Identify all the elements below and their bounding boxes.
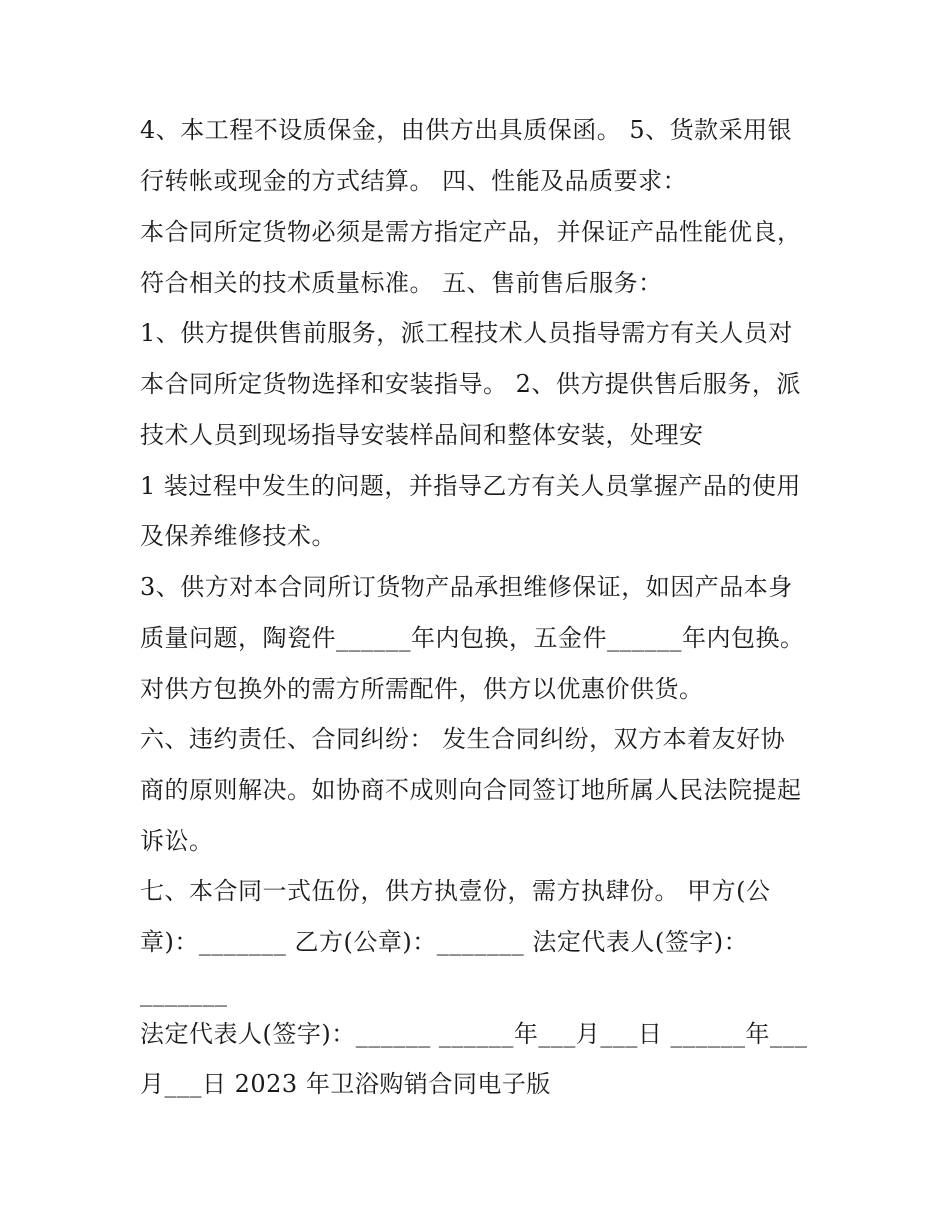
text-line: 1、供方提供售前服务，派工程技术人员指导需方有关人员对 [140,319,793,347]
text-line: 本合同所定货物必须是需方指定产品，并保证产品性能优良， [140,218,802,246]
text-line: 章)：_______ 乙方(公章)：_______ 法定代表人(签字)： [140,928,749,956]
text-line: 符合相关的技术质量标准。 五、售前售后服务： [140,269,663,297]
text-line: 行转帐或现金的方式结算。 四、性能及品质要求： [140,167,688,195]
text-line: 及保养维修技术。 [140,522,336,550]
text-line: 技术人员到现场指导安装样品间和整体安装，处理安 [140,421,704,449]
text-line: 4、本工程不设质保金，由供方出具质保函。 5、货款采用银 [140,116,793,144]
text-line: _______ [140,979,228,1007]
text-line: 月___日 2023 年卫浴购销合同电子版 [140,1070,551,1098]
text-line: 对供方包换外的需方所需配件，供方以优惠价供货。 [140,675,704,703]
text-line: 商的原则解决。如协商不成则向合同签订地所属人民法院提起 [140,776,802,804]
text-line: 法定代表人(签字)：______ ______年___月___日 ______年___ [140,1020,808,1048]
text-line: 本合同所定货物选择和安装指导。 2、供方提供售后服务，派 [140,370,801,398]
text-line: 七、本合同一式伍份，供方执壹份，需方执肆份。 甲方(公 [140,877,771,905]
text-line: 诉讼。 [140,827,214,855]
text-line: 六、违约责任、合同纠纷： 发生合同纠纷，双方本着友好协 [140,725,786,753]
text-line: 质量问题，陶瓷件______年内包换，五金件______年内包换。 [140,624,805,652]
text-line: 3、供方对本合同所订货物产品承担维修保证，如因产品本身 [140,573,793,601]
text-line: 1 装过程中发生的问题，并指导乙方有关人员掌握产品的使用 [140,472,801,500]
